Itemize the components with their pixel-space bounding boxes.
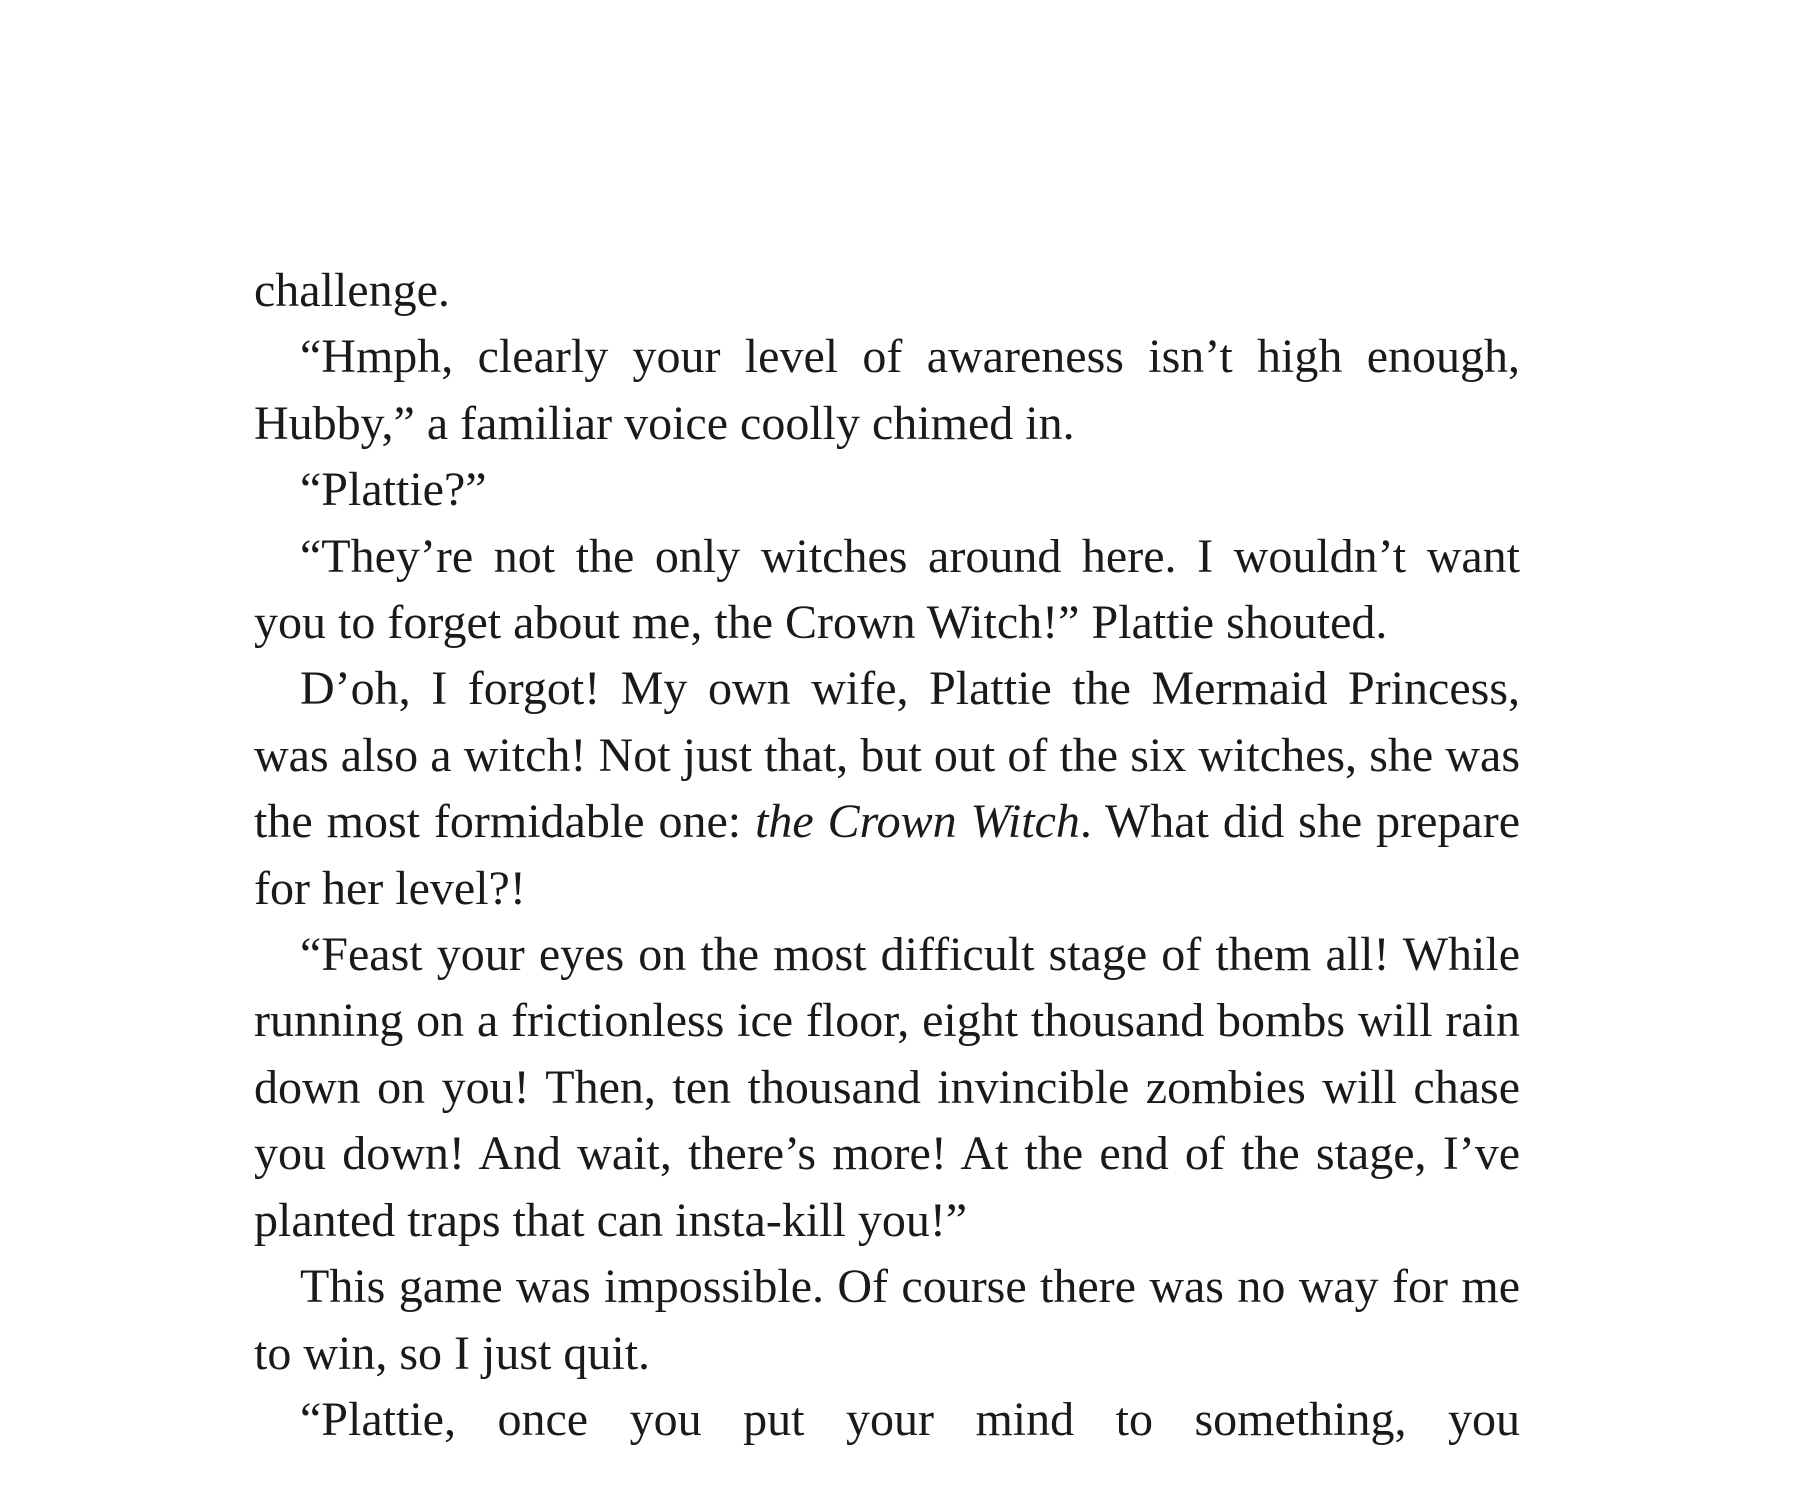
paragraph-5-text-before: D’oh, I forgot! My own wife, Plattie the Mermaid Princess, was also a witch! Not just that, but out of the six witches, she was the most formidable one: [254,662,1520,849]
paragraph-4: “They’re not the only witches around here. I wouldn’t want you to forget about me, the Crown Witch!” Plattie shouted. [254,529,1520,650]
paragraph-3: “Plattie?” [300,463,487,517]
paragraph-8: “Plattie, once you put your mind to something, you [300,1392,1520,1446]
paragraph-5-text-after: . What did she prepare for her level?! [254,795,1520,915]
body-text [254,258,1520,1453]
paragraph-5 [254,656,1520,922]
paragraph-6: “Feast your eyes on the most difficult stage of them all! While running on a frictionless ice floor, eight thousand bombs will rain down on you! Then, ten thousand invincible zombies will chase you down! And wait, there’s more! At the end of the stage, I’ve planted traps that can insta-kill you!” [254,928,1520,1247]
crown-witch-emphasis: the Crown Witch [755,795,1080,849]
paragraph-1: challenge. [254,264,450,317]
paragraph-7: This game was impossible. Of course there was no way for me to win, so I just quit. [254,1260,1520,1380]
paragraph-2: “Hmph, clearly your level of awareness isn’t high enough, Hubby,” a familiar voice coolly chimed in. [254,330,1520,450]
